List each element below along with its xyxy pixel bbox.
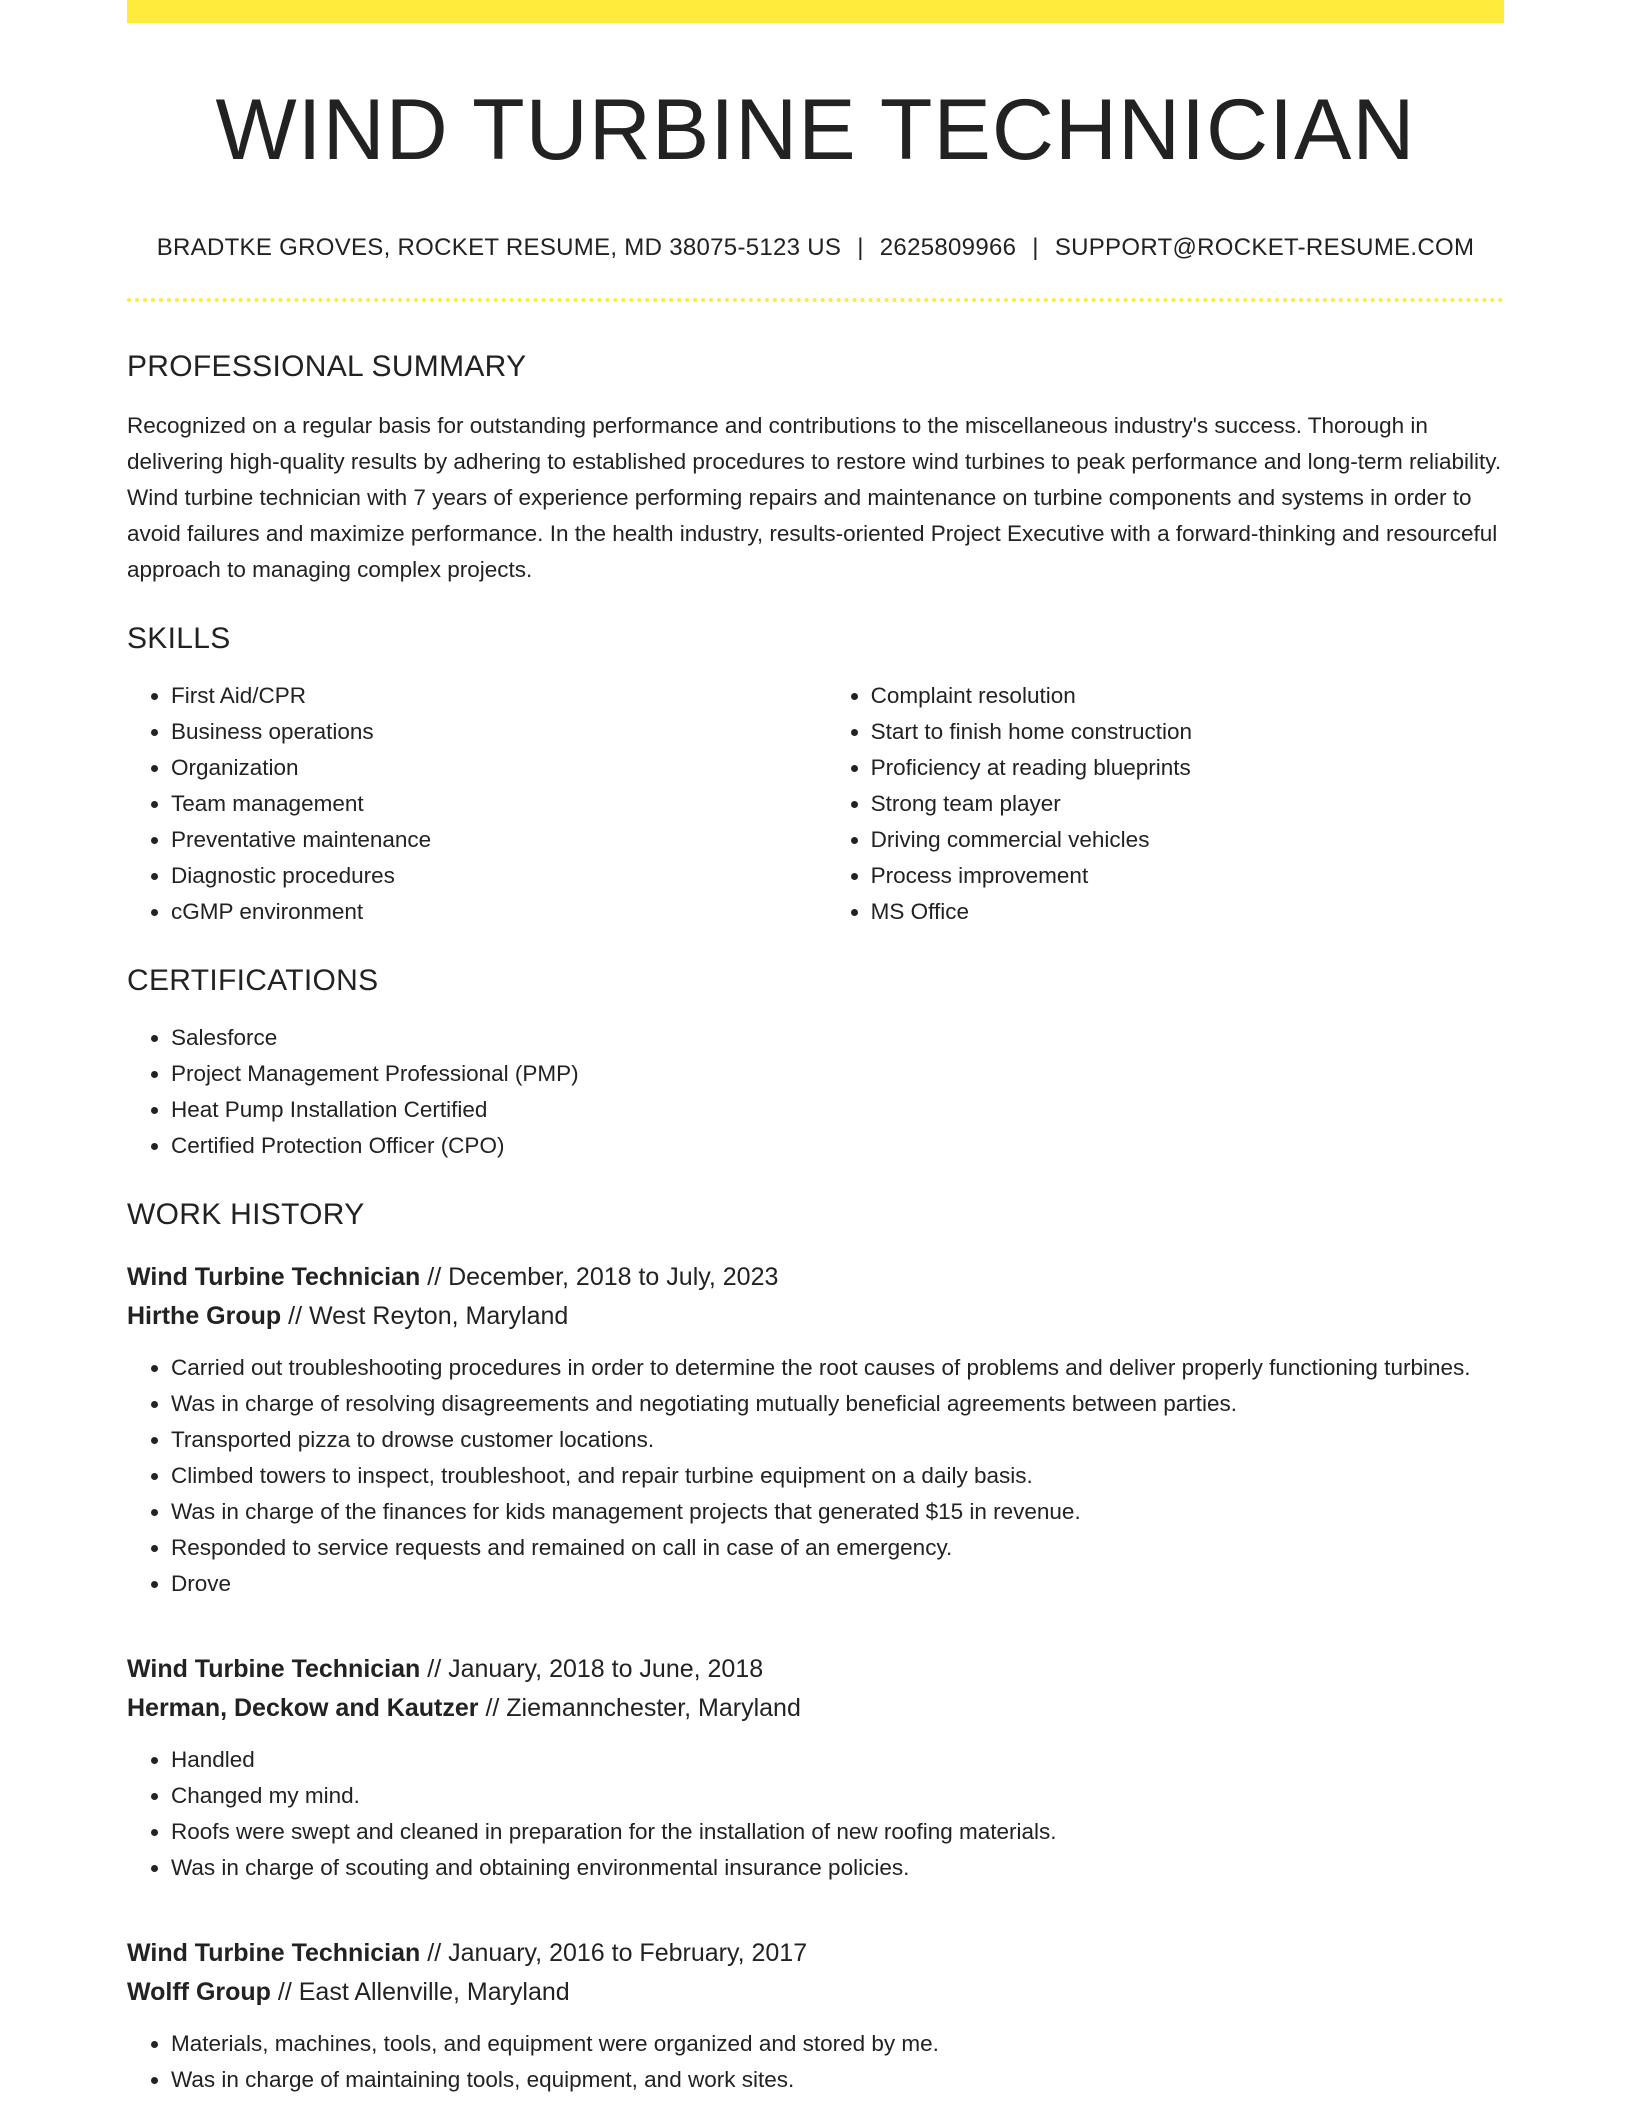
job-bullet: • Transported pizza to drowse customer locations. [171,1422,1504,1458]
job-company-line [127,1297,1504,1336]
job-bullet: • Materials, machines, tools, and equipment were organized and stored by me. [171,2026,1504,2062]
resume-page [127,0,1504,2098]
top-accent-bar [127,0,1504,23]
job-role-line [127,1650,1504,1689]
contact-phone: 2625809966 [879,233,1017,261]
job-bullet: • Carried out troubleshooting procedures in order to determine the root causes of problems and deliver properly functioning turbines. [171,1350,1504,1386]
job-company: Herman, Deckow and Kautzer [127,1693,479,1722]
certification-item: • Project Management Professional (PMP) [171,1056,1504,1092]
job-company: Wolff Group [127,1977,271,2006]
job-bullet: • Drove [171,1566,1504,1602]
job-bullet: • Roofs were swept and cleaned in preparation for the installation of new roofing materials. [171,1814,1504,1850]
skill-item: • Organization [171,750,827,786]
job-bullet: • Changed my mind. [171,1778,1504,1814]
contact-separator: | [857,233,864,261]
job-bullet: • Climbed towers to inspect, troubleshoot, and repair turbine equipment on a daily basis. [171,1458,1504,1494]
job-entry [127,1934,1504,2098]
job-entry [127,1650,1504,1886]
job-role-line [127,1934,1504,1973]
certification-item: • Salesforce [171,1020,1504,1056]
job-location: // East Allenville, Maryland [270,1977,570,2006]
job-role: Wind Turbine Technician [127,1262,421,1291]
job-location: // West Reyton, Maryland [281,1301,569,1330]
work-history-heading: WORK HISTORY [127,1197,365,1231]
skill-item: • Proficiency at reading blueprints [871,750,1504,786]
skill-item: • First Aid/CPR [171,678,827,714]
job-bullet: • Handled [171,1742,1504,1778]
skill-item: • Diagnostic procedures [171,858,827,894]
dotted-divider [127,298,1504,302]
job-bullet: • Was in charge of scouting and obtaining environmental insurance policies. [171,1850,1504,1886]
certification-item: • Certified Protection Officer (CPO) [171,1128,1504,1164]
skills-left-list [127,678,827,930]
summary-heading: PROFESSIONAL SUMMARY [127,349,527,383]
job-bullets [127,1742,1504,1886]
skill-item: • Preventative maintenance [171,822,827,858]
contact-email: SUPPORT@ROCKET-RESUME.COM [1054,233,1475,261]
job-role: Wind Turbine Technician [127,1654,421,1683]
skill-item: • cGMP environment [171,894,827,930]
job-entry [127,1258,1504,1602]
contact-line [127,234,1504,262]
skills-columns [127,678,1504,930]
job-role: Wind Turbine Technician [127,1938,421,1967]
skills-right-list [827,678,1504,930]
job-dates: // December, 2018 to July, 2023 [420,1262,779,1291]
job-role-line [127,1258,1504,1297]
job-bullets [127,2026,1504,2098]
skill-item: • MS Office [871,894,1504,930]
job-bullet: • Was in charge of the finances for kids management projects that generated $15 in revenue. [171,1494,1504,1530]
certifications-list [127,1020,1504,1164]
skills-heading: SKILLS [127,621,231,655]
skill-item: • Complaint resolution [871,678,1504,714]
contact-address: BRADTKE GROVES, ROCKET RESUME, MD 38075-5123 US [156,233,842,261]
skill-item: • Team management [171,786,827,822]
skill-item: • Start to finish home construction [871,714,1504,750]
job-bullets [127,1350,1504,1602]
certifications-heading: CERTIFICATIONS [127,963,379,997]
certification-item: • Heat Pump Installation Certified [171,1092,1504,1128]
resume-title: WIND TURBINE TECHNICIAN [215,82,1416,178]
job-dates: // January, 2016 to February, 2017 [420,1938,808,1967]
job-bullet: • Responded to service requests and remained on call in case of an emergency. [171,1530,1504,1566]
contact-separator: | [1032,233,1039,261]
job-company-line [127,1689,1504,1728]
skill-item: • Business operations [171,714,827,750]
job-location: // Ziemannchester, Maryland [478,1693,801,1722]
skill-item: • Process improvement [871,858,1504,894]
skill-item: • Strong team player [871,786,1504,822]
job-company-line [127,1973,1504,2012]
skill-item: • Driving commercial vehicles [871,822,1504,858]
job-company: Hirthe Group [127,1301,282,1330]
summary-text: Recognized on a regular basis for outstanding performance and contributions to the miscellaneous industry's success. Thorough in delivering high-quality results by adhering to established procedures to restore wind turbines to peak performance and long-term reliability. Wind turbine technician with 7 years of experience performing repairs and maintenance on turbine components and systems in order to avoid failures and maximize performance. In the health industry, results-oriented Project Executive with a forward-thinking and resourceful approach to managing complex projects. [127,412,1502,582]
job-bullet: • Was in charge of maintaining tools, equipment, and work sites. [171,2062,1504,2098]
job-dates: // January, 2018 to June, 2018 [420,1654,764,1683]
job-bullet: • Was in charge of resolving disagreements and negotiating mutually beneficial agreements between parties. [171,1386,1504,1422]
